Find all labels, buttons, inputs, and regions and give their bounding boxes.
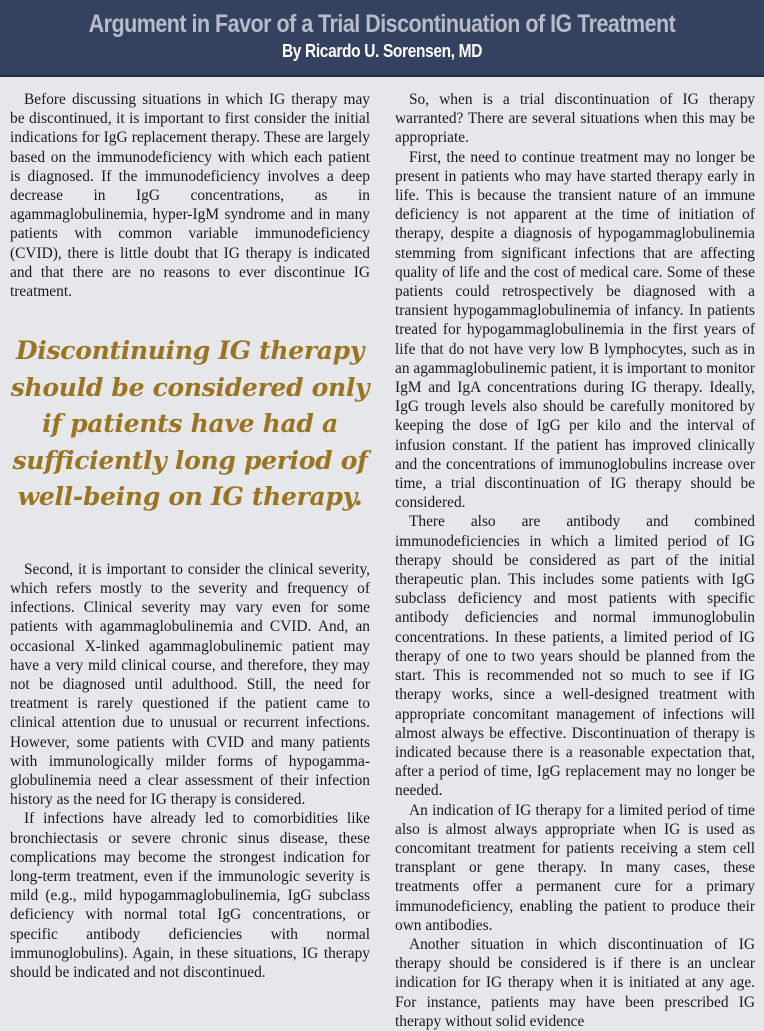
body-paragraph: Another situation in which discontinuation of IG therapy should be considered is if there is an unclear indication for IG therapy when it is initiated at any age. For instance, patients may have been prescribed IG therapy without solid evidence [395,935,755,1030]
pull-quote-line: if patients have had a [42,409,338,439]
body-paragraph: Before discussing situations in which IG therapy may be discontinued, it is important to first consider the initial indications for IgG replacement therapy. These are largely based on the immunodeficiency with which each patient is diagnosed. If the immunodeficiency involves a deep decrease in IgG concentrations, as in agammaglobulinemia, hyper-IgM syndrome and in many patients with common variable immunodeficiency (CVID), there is little doubt that IG therapy is indicated and that there are no reasons to ever discontinue IG treatment. [10,91,370,301]
body-paragraph: If infections have already led to comorbidities like bronchiectasis or severe chronic sinus disease, these complications may become the strongest indication for long-term treatment, even if the immunologic severity is mild (e.g., mild hypogammaglobulinemia, IgG subclass deficiency with normal total IgG concentrations, or specific antibody deficiencies with normal immunoglobulins). Again, in these situations, IG therapy should be indicated and not discontinued. [10,810,370,981]
body-paragraph: There also are antibody and combined immunodeficiencies in which a limited period of IG therapy should be considered as part of the initial therapeutic plan. This includes some patients with IgG subclass deficiency and most patients with specific antibody deficiencies and normal immunoglobulin concentrations. In these patients, a limited period of IG therapy of one to two years should be planned from the start. This is recommended not so much to see if IG therapy works, since a well-designed treatment with appropriate concomitant management of infections will almost always be effective. Discontinuation of therapy is indicated because there is a reasonable expectation that, after a period of time, IgG replacement may no longer be needed. [395,513,755,800]
pull-quote-line: sufficiently long period of [12,445,368,475]
article-header [0,0,764,77]
body-paragraph: Second, it is important to consider the clinical severity, which refers mostly to the severity and frequency of infections. Clinical severity may vary even for some patients with agammaglobulinemia and CVID. And, an occasional X-linked agammaglobulinemic patient may have a very mild clinical course, and therefore, they may not be diagnosed until adulthood. Still, the need for treatment is rarely questioned if the patient came to clinical attention due to unusual or recurrent infections. However, some patients with CVID and many patients with immunologically milder forms of hypogammaglobulinemia need a clear assessment of their infection history as the need for IG therapy is considered. [10,560,370,809]
pull-quote-line: Discontinuing IG therapy [15,336,365,366]
article-title: Argument in Favor of a Trial Discontinuation of IG Treatment [88,10,676,38]
left-column [10,90,370,982]
pull-quote-line: should be considered only [10,372,370,402]
pull-quote-line: well-being on IG therapy. [17,482,363,512]
right-column [395,90,755,1031]
body-paragraph: An indication of IG therapy for a limited period of time also is almost always appropriate when IG is used as concomitant treatment for patients receiving a stem cell transplant or gene therapy. In many cases, these treatments offer a permanent cure for a primary immunodeficiency, enabling the patient to produce their own antibodies. [395,801,755,934]
author-byline: By Ricardo U. Sorensen, MD [281,41,483,61]
body-paragraph: First, the need to continue treatment may no longer be present in patients who may have started therapy early in life. This is because the transient nature of an immune deficiency is not apparent at the time of initiation of therapy, despite a diagnosis of hypogammaglobulinemia stemming from significant infections that are affecting quality of life and the cost of medical care. Some of these patients could retrospectively be diagnosed with a transient hypogammaglobulinemia of infancy. In patients treated for hypogammaglobulinemia in the first years of life that do not have very low B lymphocytes, such as in an agammaglobulinemic patient, it is important to monitor IgM and IgA concentrations during IG therapy. Ideally, IgG trough levels also should be carefully monitored by keeping the dose of IgG per kilo and the interval of infusion constant. If the patient has improved clinically and the concentrations of immunoglobulins increase over time, a trial discontinuation of IG therapy should be considered. [395,148,755,512]
pull-quote [10,333,370,516]
body-paragraph: So, when is a trial discontinuation of IG therapy warranted? There are several situations when this may be appropriate. [395,91,755,147]
